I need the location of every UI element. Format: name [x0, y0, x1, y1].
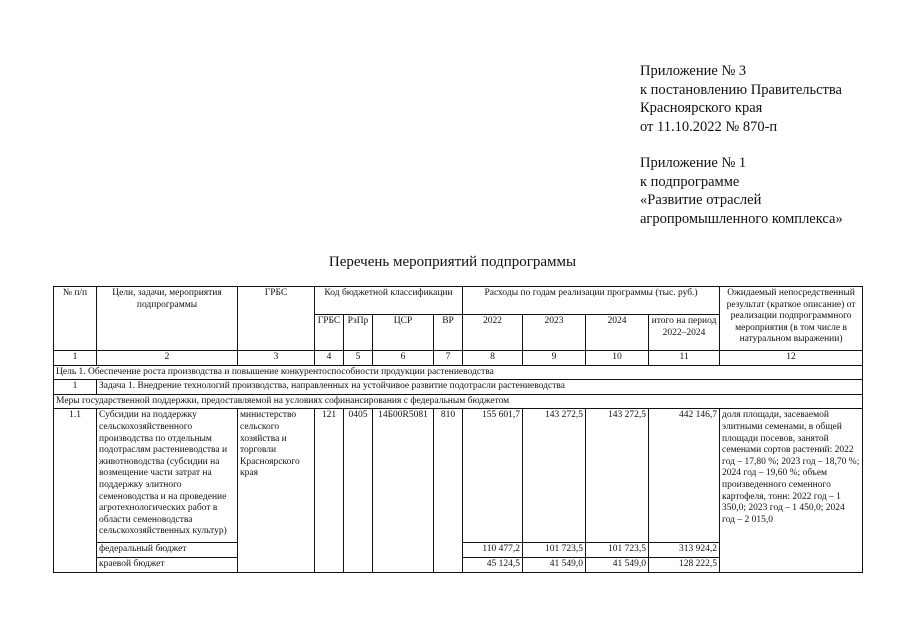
- regional-total: 128 222,5: [649, 557, 720, 572]
- item-vr: 810: [434, 409, 463, 572]
- subheader-2024: 2024: [586, 315, 649, 351]
- task-number: 1: [54, 380, 97, 395]
- subheader-grbs: ГРБС: [315, 315, 344, 351]
- column-number: 10: [586, 351, 649, 366]
- column-number: 9: [523, 351, 586, 366]
- column-number: 12: [720, 351, 863, 366]
- column-number: 11: [649, 351, 720, 366]
- header-grbs: ГРБС: [238, 287, 315, 351]
- item-total: 442 146,7: [649, 409, 720, 543]
- item-2024: 143 272,5: [586, 409, 649, 543]
- subheader-total: итого на период 2022–2024: [649, 315, 720, 351]
- measures-table: [53, 286, 863, 573]
- federal-2023: 101 723,5: [523, 543, 586, 558]
- column-number: 8: [463, 351, 523, 366]
- subheader-2023: 2023: [523, 315, 586, 351]
- goal-row: Цель 1. Обеспечение роста производства и повышение конкурентоспособности продукции растениеводства: [54, 365, 863, 380]
- column-number: 3: [238, 351, 315, 366]
- item-csr: 14Б00R5081: [373, 409, 434, 572]
- measures-row: Меры государственной поддержки, предоставляемой на условиях софинансирования с федеральным бюджетом: [54, 394, 863, 409]
- approval-line: Приложение № 3: [640, 63, 747, 79]
- approval-line: к постановлению Правительства: [640, 81, 842, 98]
- column-number: 1: [54, 351, 97, 366]
- item-expected-result: доля площади, засеваемой элитными семенами, в общей площади посевов, занятой семенами сортов растений: 2022 год – 17,80 %; 2023 год – 18,70 %; 2024 год – 19,60 %; объем произведенного семенного картофеля, тонн: 2022 год – 1 350,0; 2023 год – 1 450,0; 2024 год – 2 015,0: [720, 409, 863, 572]
- column-number: 2: [97, 351, 238, 366]
- document-title: Перечень мероприятий подпрограммы: [328, 254, 577, 270]
- column-number: 5: [344, 351, 373, 366]
- column-number: 6: [373, 351, 434, 366]
- header-budget-code: Код бюджетной классификации: [315, 287, 463, 315]
- item-2023: 143 272,5: [523, 409, 586, 543]
- header-expected-result: Ожидаемый непосредственный результат (краткое описание) от реализации подпрограммного мероприятия (в том числе в натуральном выражении): [720, 287, 863, 351]
- item-name: Субсидии на поддержку сельскохозяйственного производства по отдельным подотраслям растениеводства и животноводства (субсидии на возмещение части затрат на поддержку элитного семеноводства и на проведение агротехнологических работ в области семеноводства сельскохозяйственных культур): [97, 409, 238, 543]
- approval-block: [640, 62, 843, 228]
- column-number: 7: [434, 351, 463, 366]
- federal-total: 313 924,2: [649, 543, 720, 558]
- item-number: 1.1: [54, 409, 97, 572]
- federal-2024: 101 723,5: [586, 543, 649, 558]
- column-number: 4: [315, 351, 344, 366]
- header-num: № п/п: [54, 287, 97, 351]
- approval-line: Красноярского края: [640, 100, 763, 116]
- column-number-row: [54, 351, 863, 366]
- subheader-csr: ЦСР: [373, 315, 434, 351]
- item-rzpr: 0405: [344, 409, 373, 572]
- item-2022: 155 601,7: [463, 409, 523, 543]
- header-goals: Цели, задачи, мероприятия подпрограммы: [97, 287, 238, 351]
- header-expenses: Расходы по годам реализации программы (тыс. руб.): [463, 287, 720, 315]
- item-grbs-name: министерство сельского хозяйства и торговли Красноярского края: [238, 409, 315, 572]
- subheader-rzpr: РзПр: [344, 315, 373, 351]
- federal-2022: 110 477,2: [463, 543, 523, 558]
- appendix-line: «Развитие отраслей: [640, 192, 762, 208]
- subheader-vr: ВР: [434, 315, 463, 351]
- appendix-line: к подпрограмме: [640, 173, 740, 190]
- appendix-line: агропромышленного комплекса»: [640, 210, 843, 227]
- appendix-line: Приложение № 1: [640, 155, 747, 171]
- subheader-2022: 2022: [463, 315, 523, 351]
- item-grbs-code: 121: [315, 409, 344, 572]
- task-row: Задача 1. Внедрение технологий производства, направленных на устойчивое развитие подотрасли растениеводства: [97, 380, 863, 395]
- regional-2024: 41 549,0: [586, 557, 649, 572]
- regional-2023: 41 549,0: [523, 557, 586, 572]
- regional-2022: 45 124,5: [463, 557, 523, 572]
- approval-line: от 11.10.2022 № 870-п: [640, 118, 778, 135]
- regional-budget-label: краевой бюджет: [97, 557, 238, 572]
- federal-budget-label: федеральный бюджет: [97, 543, 238, 558]
